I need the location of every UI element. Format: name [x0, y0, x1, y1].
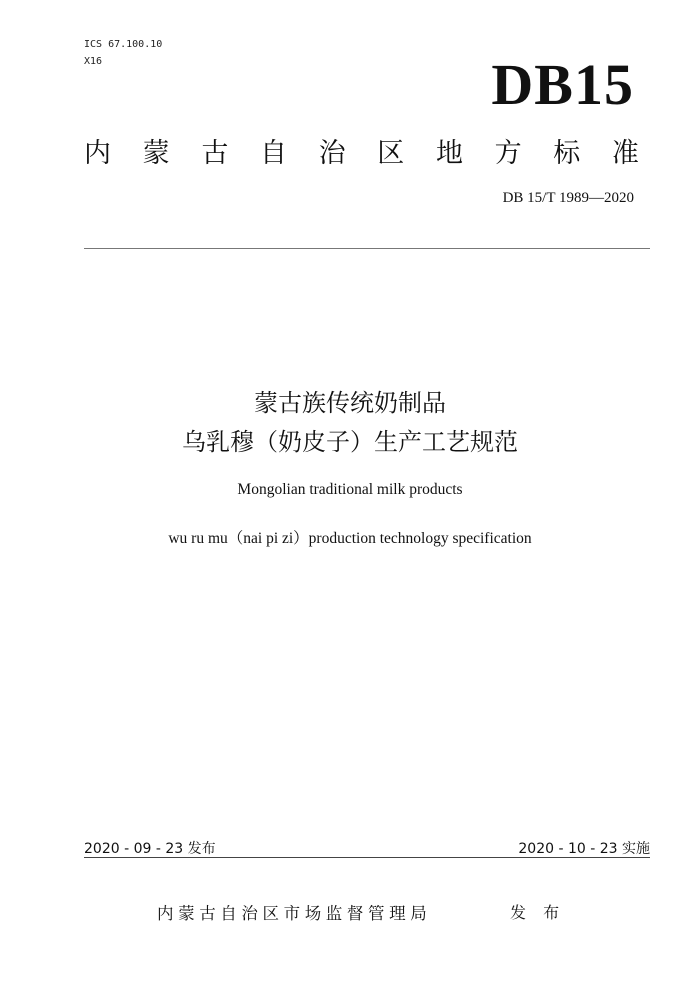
footer-divider: [84, 857, 650, 858]
standard-type-char: 准: [611, 138, 639, 169]
classification-codes: [84, 36, 162, 70]
standard-type-char: 标: [553, 138, 581, 169]
implementation-date: 2020 - 10 - 23 实施: [518, 841, 650, 857]
publish-label: 发 布: [510, 903, 566, 922]
standard-type-char: 古: [201, 138, 229, 169]
standard-type-char: 区: [377, 138, 405, 169]
standard-number: DB 15/T 1989—2020: [502, 190, 634, 206]
title-english-line-1: Mongolian traditional milk products: [237, 481, 463, 498]
standard-type-char: 自: [259, 138, 287, 169]
standard-type-char: 内: [84, 138, 111, 169]
title-chinese-line-2: 乌乳穆（奶皮子）生产工艺规范: [182, 428, 518, 456]
issue-date: 2020 - 09 - 23 发布: [84, 841, 216, 857]
category-code: X16: [84, 56, 103, 67]
title-chinese-line-1: 蒙古族传统奶制品: [254, 389, 446, 417]
standard-type-char: 方: [494, 138, 522, 169]
standard-type: [84, 137, 639, 171]
standard-type-char: 地: [435, 138, 463, 169]
standard-type-char: 蒙: [142, 138, 170, 169]
publisher-name: 内蒙古自治区市场监督管理局: [157, 904, 432, 923]
ics-code: ICS 67.100.10: [84, 39, 163, 50]
title-english-line-2: wu ru mu（nai pi zi）production technology specification: [168, 530, 532, 547]
standard-type-char: 治: [318, 138, 346, 169]
standard-mark: DB15: [491, 52, 634, 117]
header-divider: [84, 248, 650, 249]
